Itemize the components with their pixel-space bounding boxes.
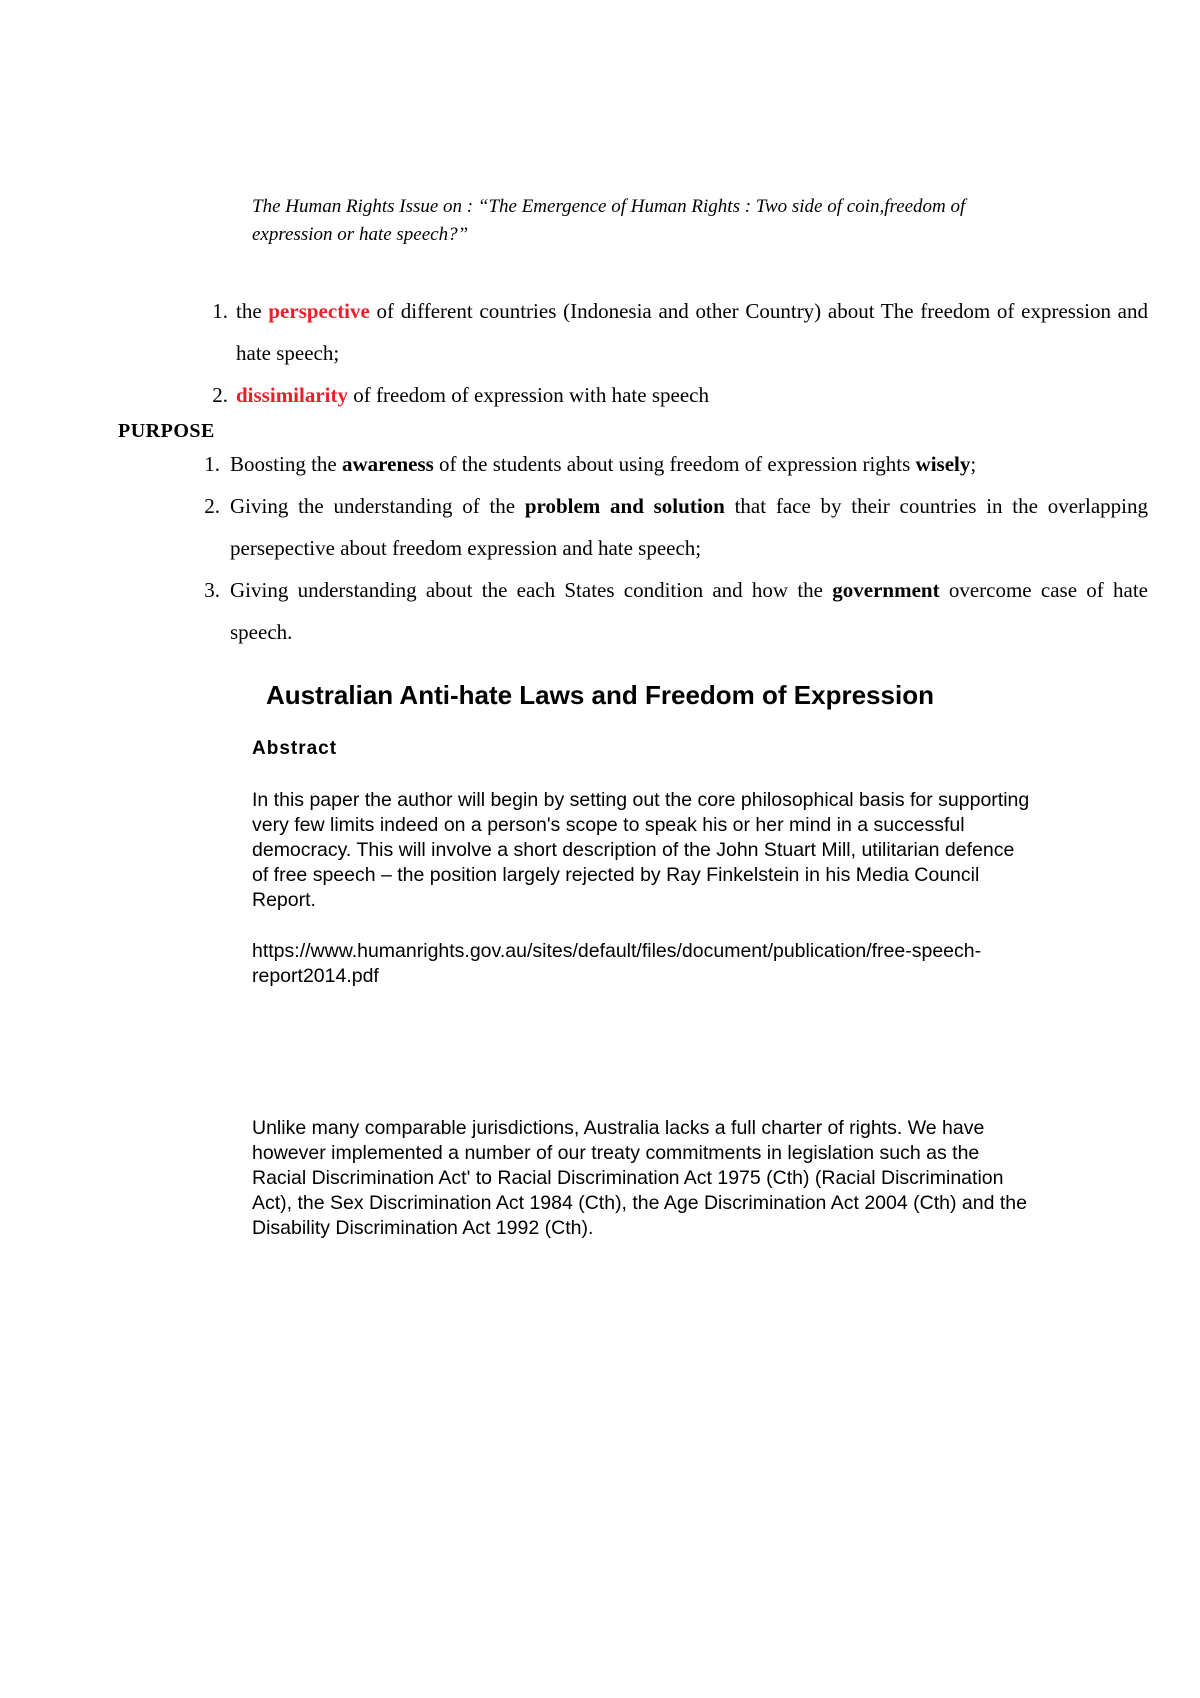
text-line: In this paper the author will begin by setting out the core philosophical basis for supporting [252,789,1030,811]
text-run: that face by their countries in the overlapping persepective about freedom expression and hate speech; [230,494,1148,560]
highlighted-term: perspective [268,299,370,323]
purpose-heading: PURPOSE [118,420,215,442]
text-line: of free speech – the position largely rejected by Ray Finkelstein in his Media Council [252,864,980,886]
paper-title: Australian Anti-hate Laws and Freedom of Expression [266,680,934,710]
text-run: overcome case of hate speech. [230,578,1148,644]
text-run: of different countries (Indonesia and other Country) about The freedom of expression and hate speech; [236,299,1148,365]
list-number: 1. [212,299,228,323]
text-run: ; [970,452,977,476]
list-item [190,569,1148,653]
abstract-paragraph [252,788,1152,913]
list-number: 2. [212,383,228,407]
list-item [190,443,1148,485]
scope-list [198,290,1148,416]
source-link[interactable] [252,939,1152,989]
text-run: of the students about using freedom of expression rights [433,452,916,476]
text-run: Giving understanding about the each States condition and how the [230,578,833,602]
text-line: democracy. This will involve a short description of the John Stuart Mill, utilitarian defence [252,839,1015,861]
list-item-text [236,374,1148,416]
text-line: very few limits indeed on a person's scope to speak his or her mind in a successful [252,814,965,836]
list-number: 3. [204,578,220,602]
link-line[interactable]: https://www.humanrights.gov.au/sites/default/files/document/publication/free-speech- [252,940,982,962]
text-run: of freedom of expression with hate speech [348,383,709,407]
text-line: Report. [252,889,316,911]
emphasized-term: problem and solution [524,494,725,518]
text-run: the [236,299,269,323]
text-line: Disability Discrimination Act 1992 (Cth). [252,1217,594,1239]
purpose-list [190,443,1148,653]
emphasized-term: wisely [915,452,971,476]
issue-line: The Human Rights Issue on : “The Emergence of Human Rights : Two side of coin,freedom of [252,196,966,217]
list-item-text [236,290,1148,374]
list-item [190,485,1148,569]
text-run: Boosting the [230,452,343,476]
highlighted-term: dissimilarity [236,383,349,407]
text-line: Act), the Sex Discrimination Act 1984 (Cth), the Age Discrimination Act 2004 (Cth) and the [252,1192,1027,1214]
text-line: however implemented a number of our treaty commitments in legislation such as the [252,1142,980,1164]
list-item [198,290,1148,374]
list-item-text [230,485,1148,569]
text-run: Giving the understanding of the [230,494,525,518]
list-number: 1. [204,452,220,476]
emphasized-term: awareness [342,452,434,476]
list-item-text [230,443,1148,485]
emphasized-term: government [832,578,940,602]
text-line: Unlike many comparable jurisdictions, Australia lacks a full charter of rights. We have [252,1117,985,1139]
issue-statement [252,193,1112,249]
text-line: Racial Discrimination Act' to Racial Discrimination Act 1975 (Cth) (Racial Discrimination [252,1167,1004,1189]
list-item-text [230,569,1148,653]
issue-line: expression or hate speech?” [252,224,469,245]
list-item [198,374,1148,416]
charter-paragraph [252,1116,1152,1241]
abstract-heading: Abstract [252,738,338,759]
link-line[interactable]: report2014.pdf [252,965,379,987]
list-number: 2. [204,494,220,518]
